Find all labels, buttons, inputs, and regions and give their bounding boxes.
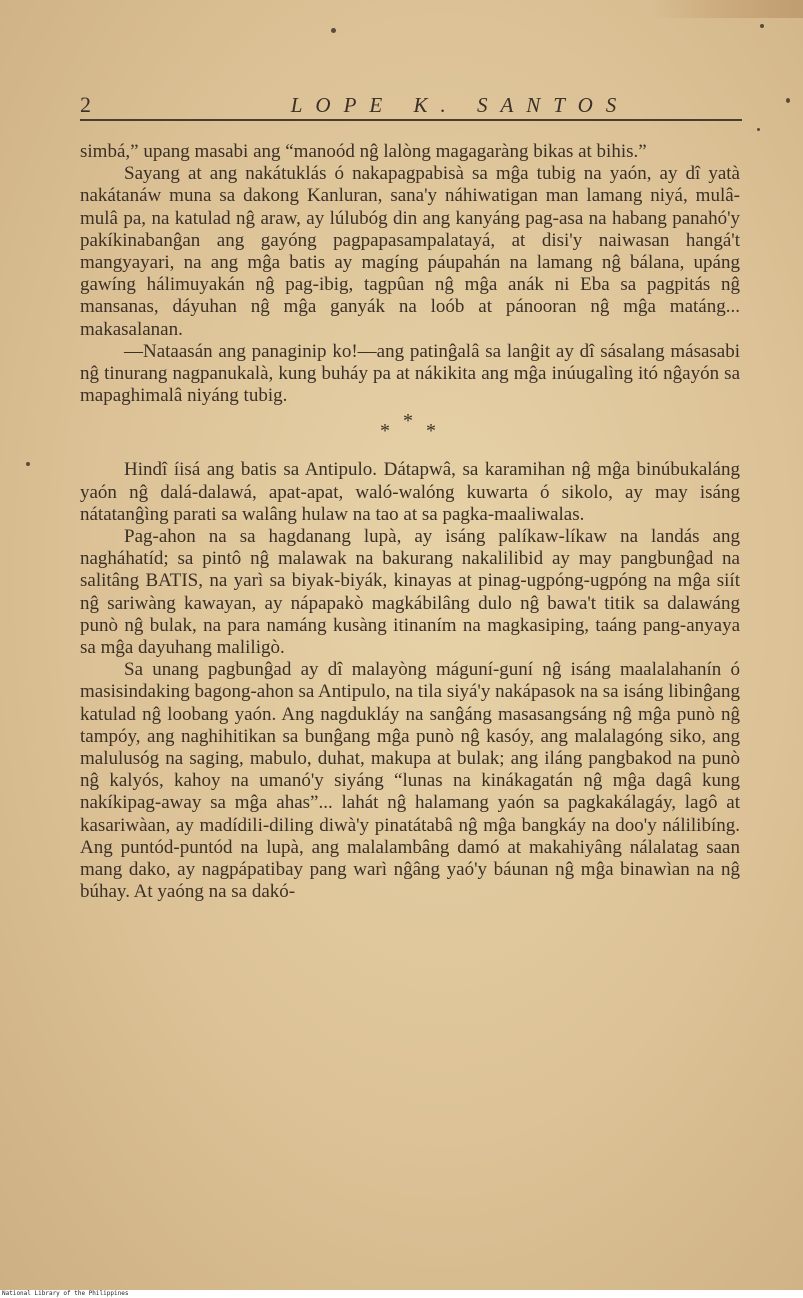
paragraph: simbá,” upang masabi ang “manoód nĝ lalòng magagaràng bikas at bihis.” (80, 141, 647, 162)
page-number: 2 (80, 92, 91, 117)
speck (786, 98, 790, 103)
asterisk: * (426, 420, 440, 443)
paragraph: Hindî íisá ang batis sa Antipulo. Dátapwâ, sa karamihan nĝ mĝa binúbukaláng yaón nĝ dalá-dalawá, apat-apat, waló-walóng kuwarta ó sikolo, ay may isáng nátatanĝìng parati sa walâng hulaw na tao at sa pagka-maaliwalas. (80, 459, 740, 525)
paragraph: Sa unang pagbunĝad ay dî malayòng máguní-guní nĝ isáng maalalahanín ó masisindaking bagong-ahon sa Antipulo, na tila siyá'y nakápasok na sa isáng libinĝang katulad nĝ loobang yaón. Ang nagdukláy na sanĝáng masasangsáng nĝ mĝa punò nĝ tampóy, ang naghihitikan sa bunĝang mĝa punò nĝ kasóy, ang malalagóng siko, ang malulusóg na saging, mabulo, duhat, makupa at bulak; ang iláng pangbakod na punò nĝ kalyós, kahoy na umanó'y siyáng “lunas na kinákagatán nĝ mĝa dagâ kung nakíkipag-away sa mĝa ahas”... lahát nĝ halamang yaón sa pagkakálagáy, lagô at kasariwàan, ay madídili-diling diwà'y pinatátabâ nĝ mĝa bangkáy na doo'y nálilibíng. Ang puntód-puntód na lupà, ang malalambâng damó at makahiyâng nálalatag saan mang dako, ay nagpápatibay pang warì nĝâng yaó'y báunan nĝ mĝa binawìan na nĝ búhay. At yaóng na sa dakó- (80, 659, 740, 903)
paragraph: Sayang at ang nakátuklás ó nakapagpabisà sa mĝa tubig na yaón, ay dî yatà nakátanáw muna sa dakong Kanluran, sana'y náhiwatigan man lamang niyá, mulâ-mulâ pa, na katulad nĝ araw, ay lúlubóg din ang kanyáng pag-asa na habang panahó'y pakíkinabanĝan ang gayóng pagpapasampalatayá, at disi'y naiwasan hangá't mangyayari, na ang mĝa batis ay magíng páupahán na lamang nĝ bálana, upáng gawíng hálimuyakán nĝ pag-ibig, tagpûan nĝ mĝa anák ni Eba sa pagpitás nĝ mansanas, dáyuhan nĝ mĝa ganyák na loób at pánooran nĝ mĝa matáng... makasalanan. (80, 163, 740, 340)
asterisk: * (380, 420, 394, 443)
speck (331, 28, 336, 33)
page-header (80, 92, 742, 118)
section-break-asterism (80, 407, 740, 457)
speck (26, 462, 30, 466)
asterisk: * (403, 410, 417, 433)
body-text (80, 141, 740, 904)
header-rule (80, 119, 742, 121)
corner-stain (653, 0, 803, 18)
running-title: LOPE K. SANTOS (290, 93, 630, 117)
speck (757, 128, 760, 131)
paragraph: —Nataasán ang panaginip ko!—ang patinĝalâ sa lanĝit ay dî sásalang másasabi nĝ tinurang nagpanukalà, kung buháy pa at nákikita ang mĝa inúugalìng itó nĝayón sa mapaghimalâ niyáng tubig. (80, 340, 740, 407)
paragraph: Pag-ahon na sa hagdanang lupà, ay isáng palíkaw-líkaw na landás ang nagháhatíd; sa pintô nĝ malawak na bakurang nakalilibid ay may pangbunĝad na salitâng BATIS, na yarì sa biyak-biyák, kinayas at pinag-ugpóng-ugpóng na mĝa siít nĝ sariwàng kawayan, ay nápapakò magkábilâng dulo nĝ bawa't titik sa dalawáng punò nĝ bulak, na para namáng kusàng itinaním na magkasiping, taáng pang-anyaya sa mĝa dayuhang maliligò. (80, 526, 740, 659)
scan-credit: National Library of the Philippines (0, 1290, 803, 1298)
speck (760, 24, 764, 28)
